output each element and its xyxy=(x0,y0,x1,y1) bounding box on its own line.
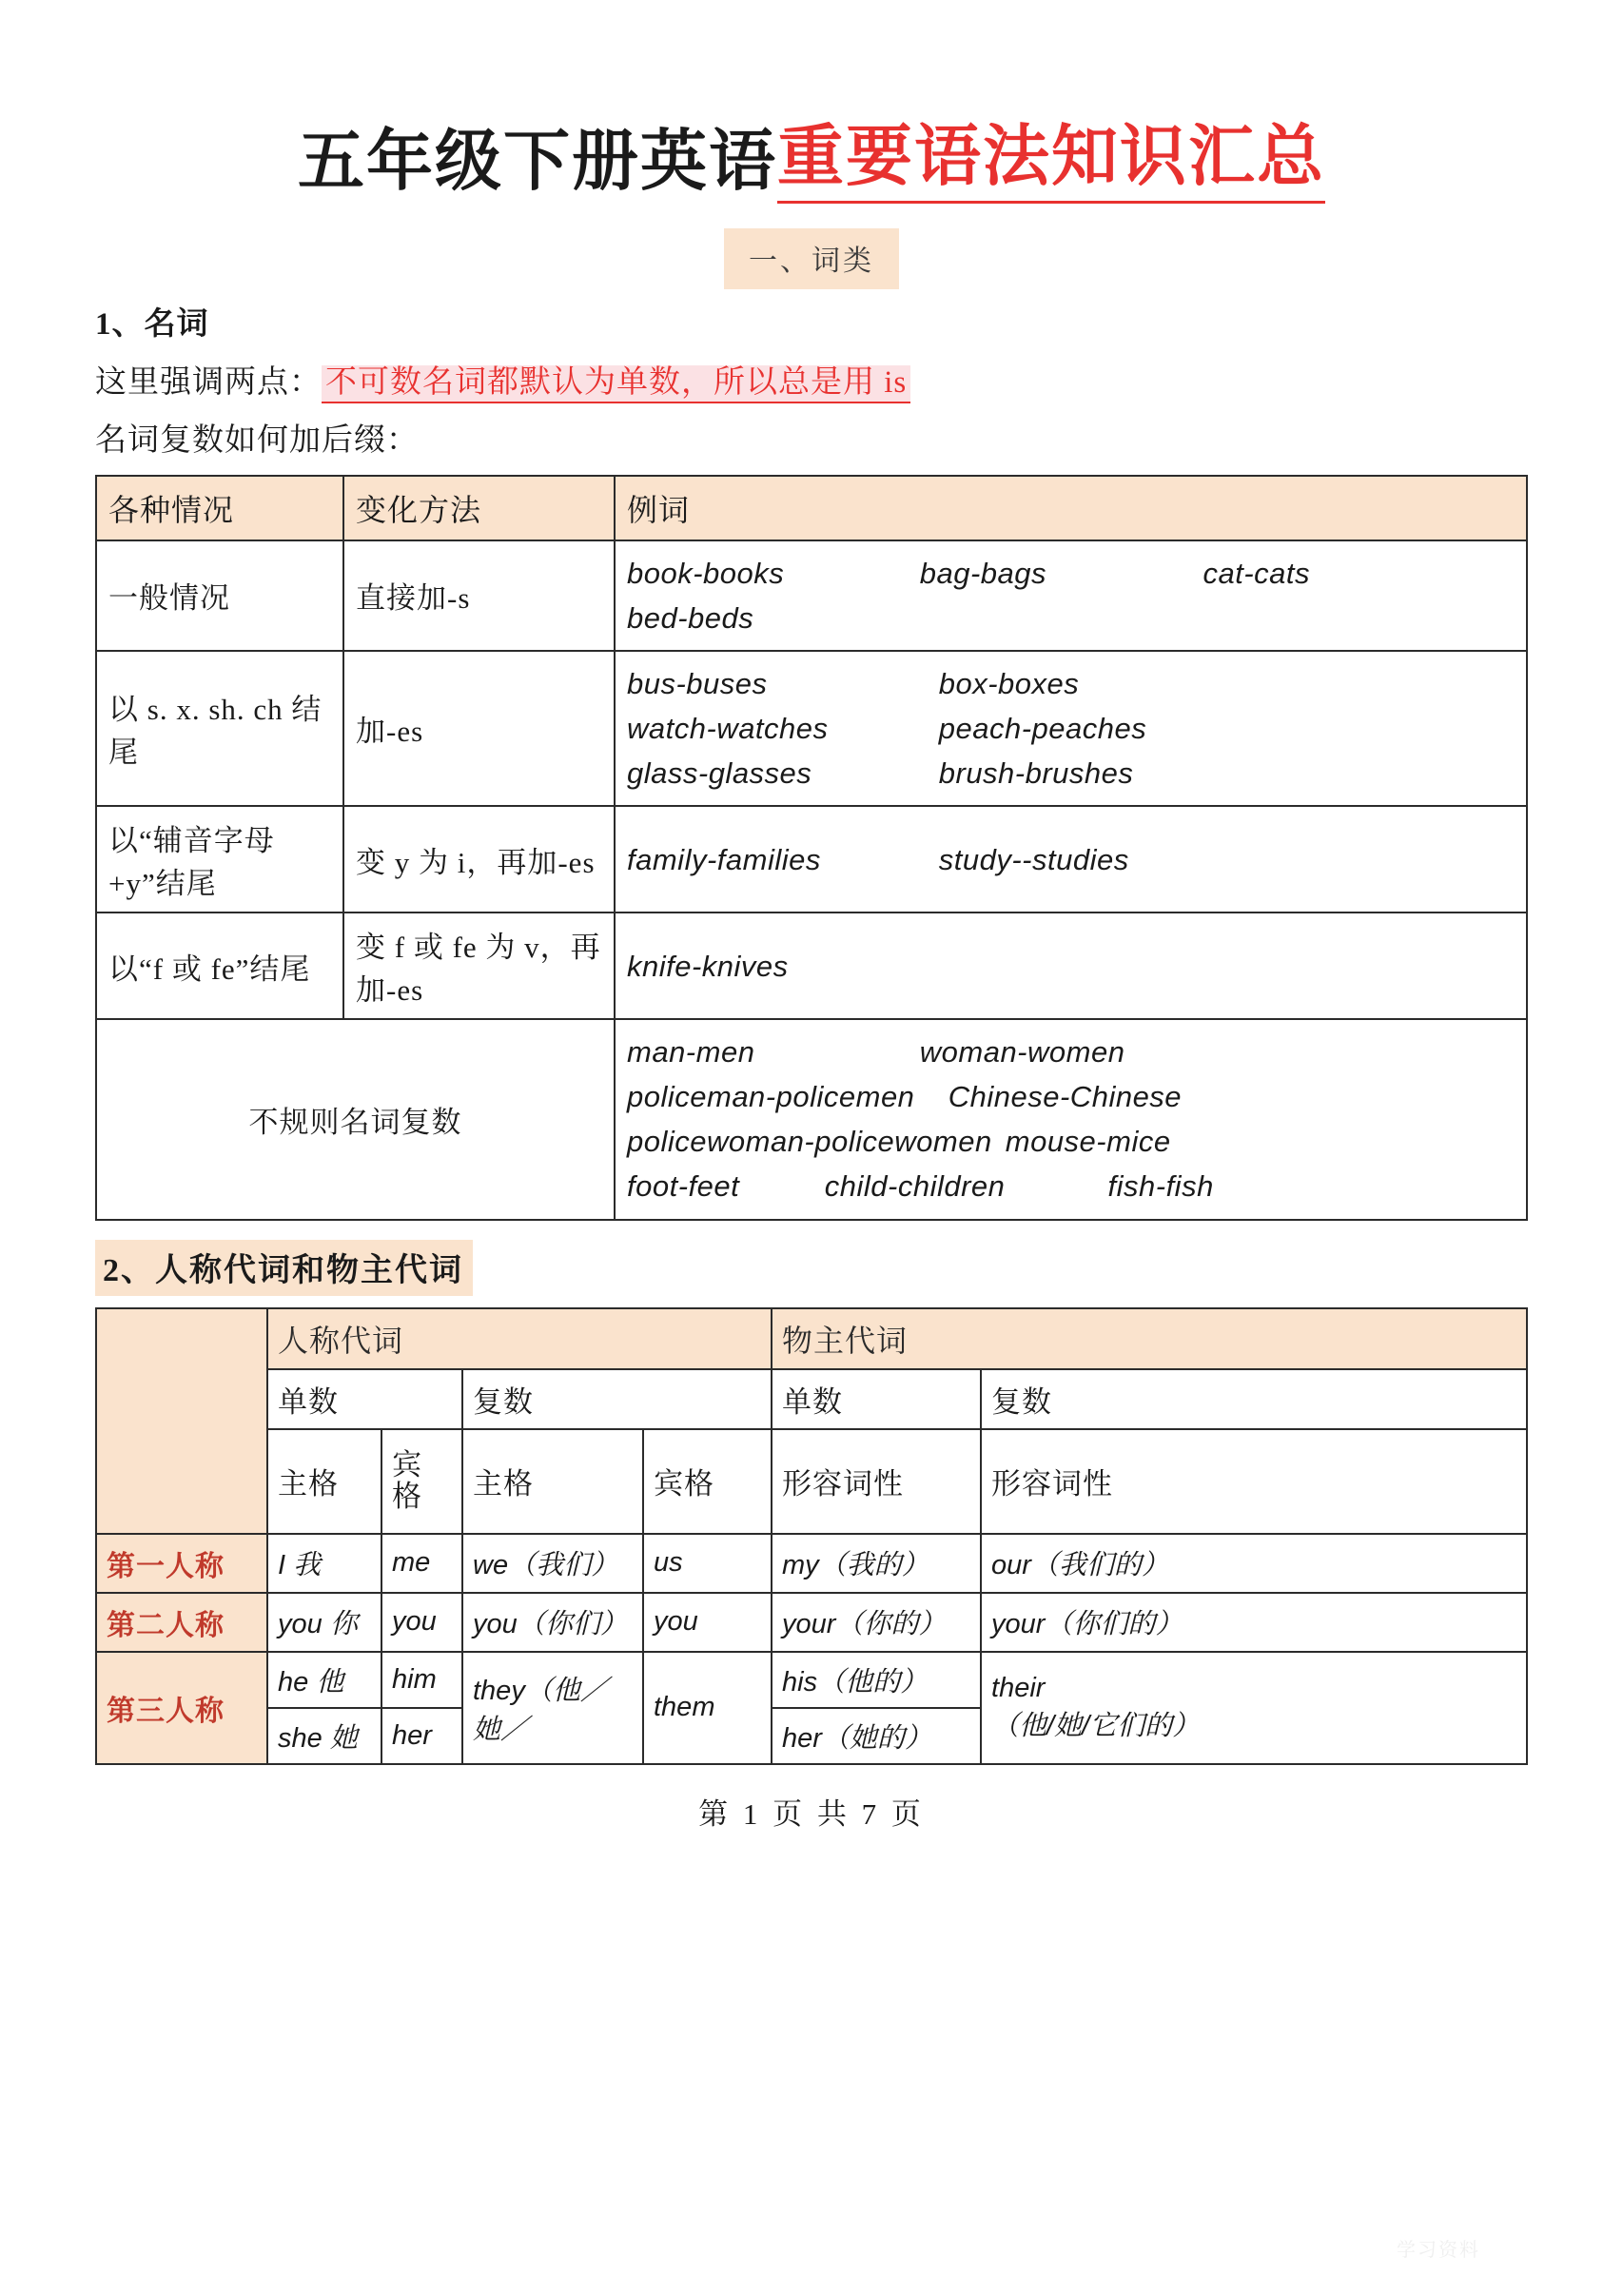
number-header-singular-personal: 单数 xyxy=(267,1369,462,1429)
cell-poss-singular-3b: her（她的） xyxy=(772,1708,981,1764)
table-row xyxy=(96,1652,1527,1708)
example-word: brush-brushes xyxy=(938,756,1134,791)
cell-poss-singular-1: my（我的） xyxy=(772,1534,981,1593)
cell-obj-singular-3a: him xyxy=(381,1652,462,1708)
cell-poss-plural-1: our（我们的） xyxy=(981,1534,1527,1593)
example-word: bed-beds xyxy=(627,600,754,635)
heading-pronouns-wrap xyxy=(95,1221,1528,1296)
cell-subj-singular-2: you 你 xyxy=(267,1593,381,1652)
row-header-first-person: 第一人称 xyxy=(96,1534,267,1593)
cell-subj-singular-3a: he 他 xyxy=(267,1652,381,1708)
cell-subj-plural-1: we（我们） xyxy=(462,1534,643,1593)
table-row xyxy=(96,651,1527,806)
row-header-second-person: 第二人称 xyxy=(96,1593,267,1652)
case-header-subject-singular: 主格 xyxy=(267,1429,381,1534)
heading-pronouns: 2、人称代词和物主代词 xyxy=(95,1240,473,1296)
note-highlight: 不可数名词都默认为单数，所以总是用 is xyxy=(322,365,910,403)
table-row xyxy=(96,1593,1527,1652)
cell-poss-singular-2: your（你的） xyxy=(772,1593,981,1652)
table-row xyxy=(96,1019,1527,1219)
note-line-2: 名词复数如何加后缀： xyxy=(95,422,419,458)
title-red-part: 重要语法知识汇总 xyxy=(777,103,1325,204)
number-header-plural-personal: 复数 xyxy=(462,1369,772,1429)
table-row xyxy=(96,540,1527,651)
table-row xyxy=(96,913,1527,1019)
cell-subj-plural-3 xyxy=(462,1652,643,1764)
corner-cell xyxy=(96,1308,267,1534)
case-header-possessive-adj-plural: 形容词性 xyxy=(981,1429,1527,1534)
example-word: box-boxes xyxy=(938,666,1080,700)
example-word: Chinese-Chinese xyxy=(948,1080,1183,1114)
section-badge: 一、词类 xyxy=(724,228,899,289)
example-word: watch-watches xyxy=(627,711,829,745)
cell-obj-singular-1: me xyxy=(381,1534,462,1593)
table-row xyxy=(96,1534,1527,1593)
cell-method-4: 变 f 或 fe 为 v，再加-es xyxy=(343,913,615,1019)
col-header-examples: 例词 xyxy=(615,476,1527,540)
example-word: policeman-policemen xyxy=(627,1080,915,1114)
table-group-header-row xyxy=(96,1308,1527,1369)
example-word: man-men xyxy=(627,1035,755,1070)
table-case-header-row xyxy=(96,1429,1527,1534)
example-word: study--studies xyxy=(938,842,1129,876)
example-word: child-children xyxy=(824,1169,1006,1204)
cell-examples-2 xyxy=(615,651,1527,806)
example-word: fish-fish xyxy=(1107,1169,1214,1204)
example-word: foot-feet xyxy=(627,1169,740,1204)
cell-subj-plural-2: you（你们） xyxy=(462,1593,643,1652)
cell-case-3: 以“辅音字母+y”结尾 xyxy=(96,806,343,913)
section-badge-container xyxy=(95,228,1528,289)
cell-poss-singular-3a: his（他的） xyxy=(772,1652,981,1708)
case-header-subject-plural: 主格 xyxy=(462,1429,643,1534)
poss-plural-line-2: （他/她/它们的） xyxy=(991,1710,1201,1741)
cell-obj-plural-1: us xyxy=(643,1534,772,1593)
col-header-case: 各种情况 xyxy=(96,476,343,540)
cell-method-1: 直接加-s xyxy=(343,540,615,651)
cell-poss-plural-3 xyxy=(981,1652,1527,1764)
number-header-plural-possessive: 复数 xyxy=(981,1369,1527,1429)
cell-method-3: 变 y 为 i，再加-es xyxy=(343,806,615,913)
cell-examples-5 xyxy=(615,1019,1527,1219)
col-header-method: 变化方法 xyxy=(343,476,615,540)
case-header-object-singular: 宾格 xyxy=(381,1429,462,1534)
example-word: glass-glasses xyxy=(627,756,812,791)
example-word: bus-buses xyxy=(627,666,768,700)
cell-case-5: 不规则名词复数 xyxy=(96,1019,615,1219)
title-black-part: 五年级下册英语 xyxy=(298,126,777,199)
note-prefix: 这里强调两点： xyxy=(95,364,322,400)
number-header-singular-possessive: 单数 xyxy=(772,1369,981,1429)
page-title xyxy=(95,103,1528,204)
cell-obj-singular-2: you xyxy=(381,1593,462,1652)
note-line xyxy=(95,361,1528,405)
example-word: book-books xyxy=(627,556,785,590)
cell-examples-1 xyxy=(615,540,1527,651)
table-header-row xyxy=(96,476,1527,540)
cell-obj-plural-3: them xyxy=(643,1652,772,1764)
table-row xyxy=(96,806,1527,913)
cell-case-1: 一般情况 xyxy=(96,540,343,651)
watermark: 学习资料 xyxy=(1397,2240,1480,2261)
group-header-personal: 人称代词 xyxy=(267,1308,772,1369)
example-word: woman-women xyxy=(919,1035,1125,1070)
cell-examples-4 xyxy=(615,913,1527,1019)
noun-plural-table xyxy=(95,475,1528,1221)
cell-obj-singular-3b: her xyxy=(381,1708,462,1764)
row-header-third-person: 第三人称 xyxy=(96,1652,267,1764)
page-footer: 第 1 页 共 7 页 xyxy=(698,1796,925,1831)
cell-case-4: 以“f 或 fe”结尾 xyxy=(96,913,343,1019)
cell-subj-singular-1: I 我 xyxy=(267,1534,381,1593)
table-number-header-row xyxy=(96,1369,1527,1429)
example-word: family-families xyxy=(627,842,821,876)
group-header-possessive: 物主代词 xyxy=(772,1308,1527,1369)
pronoun-table xyxy=(95,1307,1528,1765)
example-word: cat-cats xyxy=(1203,556,1311,590)
example-word: peach-peaches xyxy=(938,711,1147,745)
cell-method-2: 加-es xyxy=(343,651,615,806)
example-word: knife-knives xyxy=(627,949,789,983)
case-header-object-plural: 宾格 xyxy=(643,1429,772,1534)
cell-examples-3 xyxy=(615,806,1527,913)
heading-nouns: 1、名词 xyxy=(95,307,209,342)
poss-plural-line-1: their xyxy=(991,1672,1046,1703)
cell-case-2: 以 s. x. sh. ch 结尾 xyxy=(96,651,343,806)
case-header-possessive-adj-singular: 形容词性 xyxy=(772,1429,981,1534)
example-word: mouse-mice xyxy=(1005,1125,1171,1159)
cell-poss-plural-2: your（你们的） xyxy=(981,1593,1527,1652)
cell-subj-singular-3b: she 她 xyxy=(267,1708,381,1764)
cell-obj-plural-2: you xyxy=(643,1593,772,1652)
example-word: bag-bags xyxy=(919,556,1047,590)
subj-plural-line-1: they（他／她／ xyxy=(473,1675,608,1745)
example-word: policewoman-policewomen xyxy=(627,1125,992,1159)
